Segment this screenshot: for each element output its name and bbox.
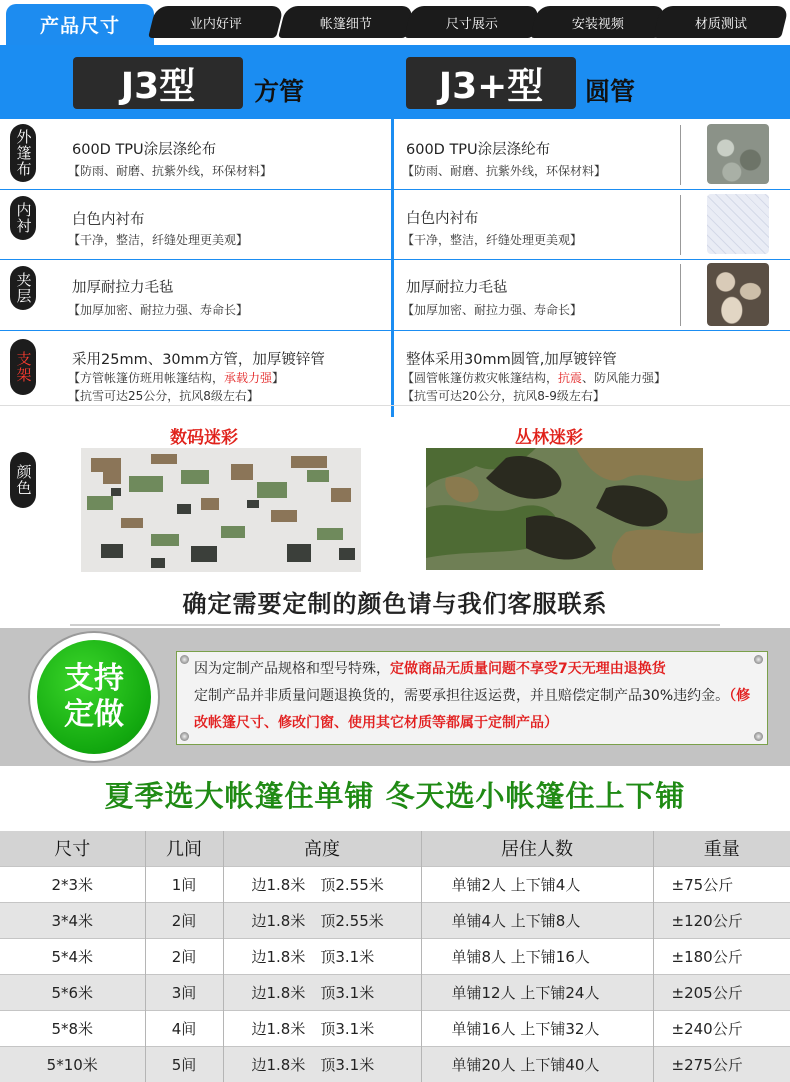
row-separator	[0, 259, 790, 260]
digital-camo-image	[81, 448, 361, 572]
swatch-divider	[680, 125, 681, 185]
tab-bar	[0, 0, 790, 45]
cell-weight: ±180公斤	[653, 938, 790, 974]
tab-reviews[interactable]: 业内好评	[148, 6, 284, 38]
cell-occupancy: 单铺12人 上下铺24人	[421, 974, 653, 1010]
tab-tent-details[interactable]: 帐篷细节	[278, 6, 414, 38]
cell-rooms: 3间	[145, 974, 223, 1010]
cell-occupancy: 单铺4人 上下铺8人	[421, 902, 653, 938]
right-outer-fabric-note: 【防雨、耐磨、抗紫外线，环保材料】	[402, 164, 607, 178]
right-lining-note: 【干净，整洁，纤缝处理更美观】	[402, 233, 583, 247]
cell-rooms: 2间	[145, 902, 223, 938]
cell-weight: ±120公斤	[653, 902, 790, 938]
outer-fabric-swatch-image	[707, 124, 769, 184]
cell-height: 边1.8米 顶3.1米	[223, 974, 421, 1010]
model-j3-tube: 方管	[254, 77, 305, 106]
cell-height: 边1.8米 顶2.55米	[223, 902, 421, 938]
col-occupancy-header: 居住人数	[421, 831, 653, 866]
table-row	[0, 902, 790, 938]
row-separator	[0, 405, 790, 406]
swatch-divider	[680, 195, 681, 255]
row-separator	[0, 330, 790, 331]
cell-height: 边1.8米 顶2.55米	[223, 866, 421, 902]
custom-notice-text: 因为定制产品规格和型号特殊，定做商品无质量问题不享受7天无理由退换货 定制产品并非质量问题退换货的，需要承担往返运费，并且赔偿定制产品30%违约金。（修改帐篷尺寸、修改门窗、使用其它材质等都属于定制产品）	[194, 661, 751, 731]
cell-height: 边1.8米 顶3.1米	[223, 938, 421, 974]
lining-swatch-image	[707, 194, 769, 254]
cell-size: 5*10米	[0, 1046, 145, 1082]
tab-size-display[interactable]: 尺寸展示	[404, 6, 540, 38]
model-j3plus-label: J3+型	[406, 57, 576, 109]
col-rooms-header: 几间	[145, 831, 223, 866]
contact-underline	[70, 624, 720, 626]
left-lining-note: 【干净，整洁，纤缝处理更美观】	[68, 233, 249, 247]
jungle-camo-image	[426, 448, 703, 570]
cell-rooms: 2间	[145, 938, 223, 974]
table-row	[0, 866, 790, 902]
left-frame-note: 【方管帐篷仿班用帐篷结构，承载力强】	[68, 371, 285, 385]
left-interlayer: 加厚耐拉力毛毡	[72, 280, 174, 296]
right-frame-note2: 【抗雪可达20公分，抗风8-9级左右】	[402, 389, 605, 403]
model-j3-label: J3型	[73, 57, 243, 109]
cell-size: 5*6米	[0, 974, 145, 1010]
cell-rooms: 5间	[145, 1046, 223, 1082]
tag-interlayer: 夹层	[10, 266, 36, 310]
color-contact-note: 确定需要定制的颜色请与我们客服联系	[182, 590, 608, 618]
size-table	[0, 831, 790, 1082]
left-lining: 白色内衬布	[72, 212, 145, 228]
season-slogan: 夏季选大帐篷住单铺 冬天选小帐篷住上下铺	[104, 779, 686, 813]
cell-occupancy: 单铺16人 上下铺32人	[421, 1010, 653, 1046]
right-lining: 白色内衬布	[406, 211, 479, 227]
cell-rooms: 4间	[145, 1010, 223, 1046]
cell-occupancy: 单铺2人 上下铺4人	[421, 866, 653, 902]
table-row	[0, 974, 790, 1010]
left-outer-fabric-note: 【防雨、耐磨、抗紫外线，环保材料】	[68, 164, 273, 178]
screw-icon	[180, 732, 189, 741]
column-divider	[391, 45, 394, 417]
model-j3plus-tube: 圆管	[585, 77, 636, 106]
tab-install-video[interactable]: 安装视频	[530, 6, 666, 38]
col-size-header: 尺寸	[0, 831, 145, 866]
tag-frame: 支架	[10, 339, 36, 395]
cell-height: 边1.8米 顶3.1米	[223, 1046, 421, 1082]
cell-size: 3*4米	[0, 902, 145, 938]
cell-size: 5*8米	[0, 1010, 145, 1046]
table-row	[0, 938, 790, 974]
tab-product-size[interactable]: 产品尺寸	[6, 4, 154, 45]
right-outer-fabric: 600D TPU涂层涤纶布	[406, 142, 551, 158]
interlayer-swatch-image	[707, 263, 769, 326]
tag-lining: 内衬	[10, 196, 36, 240]
digital-camo-title: 数码迷彩	[170, 428, 238, 448]
cell-occupancy: 单铺20人 上下铺40人	[421, 1046, 653, 1082]
cell-size: 2*3米	[0, 866, 145, 902]
right-interlayer-note: 【加厚加密、耐拉力强、寿命长】	[402, 303, 583, 317]
table-header-row	[0, 831, 790, 866]
cell-height: 边1.8米 顶3.1米	[223, 1010, 421, 1046]
cell-rooms: 1间	[145, 866, 223, 902]
swatch-divider	[680, 264, 681, 326]
tag-color: 颜色	[10, 452, 36, 508]
left-interlayer-note: 【加厚加密、耐拉力强、寿命长】	[68, 303, 249, 317]
cell-weight: ±75公斤	[653, 866, 790, 902]
screw-icon	[180, 655, 189, 664]
cell-weight: ±275公斤	[653, 1046, 790, 1082]
cell-occupancy: 单铺8人 上下铺16人	[421, 938, 653, 974]
col-weight-header: 重量	[653, 831, 790, 866]
table-row	[0, 1046, 790, 1082]
row-separator	[0, 189, 790, 190]
jungle-camo-title: 丛林迷彩	[515, 428, 583, 448]
cell-weight: ±205公斤	[653, 974, 790, 1010]
table-row	[0, 1010, 790, 1046]
cell-weight: ±240公斤	[653, 1010, 790, 1046]
tag-outer-fabric: 外篷布	[10, 124, 36, 182]
col-height-header: 高度	[223, 831, 421, 866]
left-frame-note2: 【抗雪可达25公分，抗风8级左右】	[68, 389, 259, 403]
right-interlayer: 加厚耐拉力毛毡	[406, 280, 508, 296]
tab-material-test[interactable]: 材质测试	[653, 6, 789, 38]
custom-badge: 支持 定做	[37, 640, 151, 754]
left-outer-fabric: 600D TPU涂层涤纶布	[72, 142, 217, 158]
left-frame: 采用25mm、30mm方管，加厚镀锌管	[72, 352, 325, 368]
right-frame: 整体采用30mm圆管,加厚镀锌管	[406, 352, 617, 368]
cell-size: 5*4米	[0, 938, 145, 974]
right-frame-note: 【圆管帐篷仿救灾帐篷结构，抗震、防风能力强】	[402, 371, 667, 385]
